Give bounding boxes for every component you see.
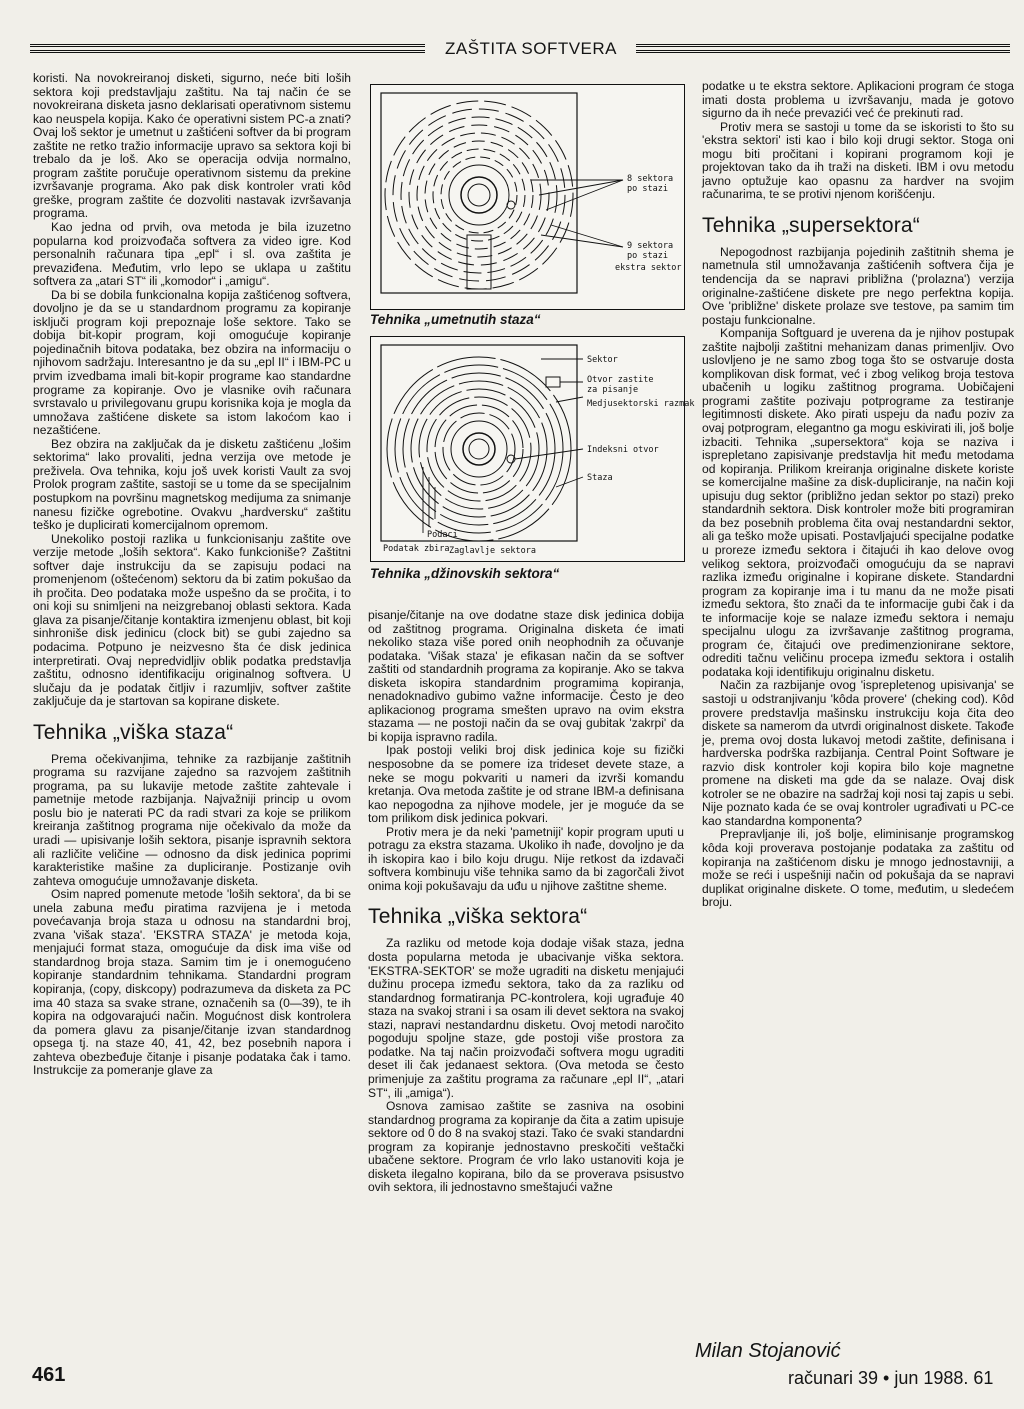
label-per-track: po stazi [627, 251, 668, 261]
paragraph: Kao jedna od prvih, ova metoda je bila izuzetno popularna kod proizvođača softvera za video igre. Kod personalnih računara tipa „epl“ i sl. ova zaštita je prevaziđena. Međutim, vrlo lepo se uklapa u zaštitu softvera za „atari ST“ ili „komodor“ i „amigu“. [33, 220, 351, 289]
label-sector: Sektor [587, 355, 618, 365]
paragraph: Osnova zamisao zaštite se zasniva na osobini standardnog programa za kopiranje da čita a zatim upisuje sektore od 0 do 8 na svakoj stazi. Tako će svaki standardni program za kopiranje jednostavno preskočiti veštački ubačene sektore. Program će vrlo lako ustanoviti koja je disketa ilegalno kopirana, bilo da se proverava psisustvo ovih sektora, ili jednostavno smeštajući važne [368, 1099, 684, 1195]
column-right [702, 80, 1014, 910]
paragraph: Protiv mera je da neki 'pametniji' kopir program uputi u potragu za ekstra stazama. Ukoliko ih nađe, dovoljno je da ih iskopira kao i bilo koju drugu. Nije retkost da izdavači softvera kombinuju više tehnika samo da bi zagorčali život onima koji pokušavaju da uđu u njihove zaštitne sheme. [368, 824, 684, 893]
figure-caption: Tehnika „džinovskih sektora“ [370, 566, 560, 581]
hub-ring [463, 433, 495, 465]
paragraph: Protiv mera se sastoji u tome da se iskoristi to što su 'ekstra sektori' isti kao i bilo koji drugi sektor. Stoga oni mogu biti pročitani i kopirani programom koji je projektovan tako da ih traži na disketi. IBM i ovu metodu javno optužuje kao opasnu za hardver na svojim računarima, te se protivi njenom korišćenju. [702, 119, 1014, 202]
label-checksum: Podatak zbira [383, 544, 450, 554]
column-left [33, 72, 351, 1078]
section-heading: Tehnika „supersektora“ [702, 213, 920, 237]
paragraph: Način za razbijanje ovog 'isprepletenog upisivanja' se sastoji u odstranjivanju 'kôda provere' (cheking cod). Kôd provere predstavlja mašinsku instrukciju koja čita deo diskete sa namerom da utvrdi originalnost diskete. Takođe je, prema ovoj dosta lukavoj metodi zaštite, definisana i hardverska podrška razbijanja. Central Point Software je razvio disk kontroler koji kopira bilo koje magnetne promene na disketi ma gde da se nalaze. Ovaj disk kotroler se ne obazire na sadržaj koji nosi taj zapis u sebi. Nije poznato kada će se ovaj kontroler ugrađivati u PC-ce kao standardna komponenta? [702, 678, 1014, 828]
diagram-giant-sectors [371, 337, 695, 560]
diagram-disk-tracks [371, 85, 683, 308]
page-number: 461 [32, 1364, 66, 1386]
label-intersector-gap: Medjusektorski razmak [587, 399, 695, 409]
paragraph: Da bi se dobila funkcionalna kopija zaštićenog softvera, dovoljno je da se u standardnom programu za kopiranje isključi program koji prepoznaje loše sektore. Tako se dobija bit-kopir program, koji omogućuje kopiranje pojedinačnih bitova podataka, bez obzira na informaciju o njihovom sadržaju. Interesantno je da su „epl II“ i IBM-PC u prvim izvedbama imali bit-kopir programe kao standardne programe za kopiranje. Ovo je vlasnike ovih računara svrstavalo u privilegovanu grupu korisnika koja je mogla da umnožava zaštićene diskete sa istom lakoćom kao i nezaštićene. [33, 287, 351, 438]
label-sector-header: Zaglavlje sektora [449, 546, 536, 556]
paragraph: Za razliku od metode koja dodaje višak staza, jedna dosta popularna metoda je ubacivanje viška sektora. 'EKSTRA-SEKTOR' se može ugraditi na disketu menjajući dužinu procepa između sektora, tako da za razliku od standardnog formatiranja PC-kontrolera, koji ugrađuje 40 staza na svakoj strani i sa osam ili devet sektora na svakoj stazi, napravi nestandardnu disketu. Ovoj metodi naročito pogoduju spoljne staze, gde postoji više prostora za podatke. Na taj način proizvođači softvera mogu ugraditi deset ili čak jedanaest sektora. (Ova metoda se često primenjuje za zaštitu programa za računare „epl II“, „atari ST“, ili „amiga“). [368, 936, 684, 1100]
hub-ring [461, 177, 497, 213]
write-protect-notch [546, 377, 560, 387]
figure-giant-sectors [370, 336, 695, 562]
paragraph: Nepogodnost razbijanja pojedinih zaštitnih shema je nametnula stil umnožavanja zaštićenih softvera čija je tendencija da se napravi približna ('prolazna') verzija originalne-zaštićene diskete pre nego perfektna kopija. Ove 'približne' diskete prolaze sve testove, pa samim tim postaju funkcionalne. [702, 244, 1014, 327]
author-byline: Milan Stojanović [695, 1340, 841, 1362]
paragraph: pisanje/čitanje na ove dodatne staze disk jedinica dobija od zaštitnog programa. Originalna disketa će imati nekoliko staza više pored onih neophodnih za očuvanje podataka. 'Višak staza' je efikasan način da se softver zaštiti od standardnih programa za kopiranje. Ako se takva disketa iskopira standardnim programima kopiranja, nenadoknadivo gubimo važne informacije. Često je deo aplikacionog programa smešten upravo na ovim ekstra stazama — ne postoji način da se ovaj gubitak 'zakrpi' da bi kopija ispravno radila. [368, 608, 684, 744]
section-heading: Tehnika „viška staza“ [33, 720, 234, 744]
label-per-track: po stazi [627, 184, 668, 194]
label-data: Podaci [427, 530, 458, 540]
header-rule-right [636, 44, 1010, 53]
paragraph: koristi. Na novokreiranoj disketi, sigurno, neće biti loših sektora koji predstavljaju zaštitu. Na taj način će se novokreirana disketa jasno deklarisati operativnom sistemu kao neuspela kopija. Kako će operativni sistem PC-a znati? Ovaj loš sektor je umetnut u zaštićeni softver da bi program zaštite ne retko tražio informacije upravo sa sektora koji bi trebalo da je loš. Ako se operacija odvija normalno, program zaštite poručuje operativnom sistemu da prekine izvršavanje programa. Ako pak disk kontroler vrati kôd greške, program zaštite će dozvoliti nastavak izvršavanja programa. [33, 71, 351, 221]
section-header [30, 38, 1010, 60]
paragraph: Osim napred pomenute metode 'loših sektora', da bi se unela zabuna među piratima razvijena je i metoda povećavanja broja staza u odnosu na standardni broj, zvana 'višak staza'. 'EKSTRA STAZA' je metoda koja, menjajući format staza, omogućuje da disk ima više od standardnog broja staza. Samim tim je i onemogućeno kopiranje standardnim tehnikama. Standardni program kopiranja, (copy, diskcopy) podrazumeva da disketa za PC ima 40 staza sa svake strane, označenih sa (0—39), te ih kopira na odgovarajući način. Mogućnost disk kontrolera da pomera glavu za pisanje/čitanje izvan standardnog opsega tj. na staze 40, 41, 42, bez posebnih napora i zahteva obezbeđuje čitanje i pisanje podataka čak i tamo. Instrukcije za pomeranje glave za [33, 887, 351, 1078]
paragraph: Bez obzira na zaključak da je disketu zaštićenu „lošim sektorima“ lako provaliti, jedna verzija ove metode je preživela. Ova tehnika, koju još uvek koristi Vault za svoj Prolok program zaštite, sastoji se u tome da se specijalnim postupkom na površinu magnetskog medijuma za snimanje nanesu fizičke ogrebotine. Ovakvu „hardversku“ zaštitu teško je duplicirati komercijalnom opremom. [33, 436, 351, 533]
page-footer: računari 39 • jun 1988. 61 [788, 1368, 994, 1388]
section-title: ZAŠTITA SOFTVERA [444, 39, 618, 58]
paragraph: podatke u te ekstra sektore. Aplikacioni program će stoga imati dosta problema u izvršavanju, mada je gotovo sigurno da ih neće prevazići već će prekinuti rad. [702, 79, 1014, 121]
paragraph: Prepravljanje ili, još bolje, eliminisanje programskog kôda koji proverava postojanje podataka za zaštitu od kopiranja na zaštićenom disku je mnogo jednostavniji, a može se reći i uspešniji način od pokušaja da se napravi duplikat originalne diskete. O tome, međutim, u sledećem broju. [702, 827, 1014, 910]
figure-caption: Tehnika „umetnutih staza“ [370, 312, 541, 327]
header-rule-left [30, 44, 425, 53]
paragraph: Kompanija Softguard je uverena da je njihov postupak zaštite najbolji zaštitni mehanizam danas primenljiv. Ovo uslovljeno je ne samo zbog toga što se ostvaruje dosta komplikovan disk format, već i zbog velikog broja testova ubačenih u logiku zaštitnog programa. Uobičajeni programi zaštite pozivaju potprograme za testiranje legitimnosti diskete. Ako pirati uspeju da nađu poziv za ovaj potprogram, elegantno ga mogu eskivirati ili, još bolje izbaciti. Tehnika „supersektora“ koja se naziva i isprepletano zapisivanje predstavlja hit među metodama od kopiranja. Prilikom kreiranja originalne diskete koriste se komercijalne mašine za disk-dupliciranje, na način koji upisuju dug sektor (približno jedan sektor po stazi) preko standardnih sektora. Disk kontroler može biti programiran da bez posebnih problema čita ovaj nestandardni sektor, ali ga teško može upisati. Postavljajući specijalne podatke u proreze između sektora i čitajući ih kao delove ovog velikog sektora, proizvođači omogućuju da se napravi razlika između originalne i kopirane diskete. Standardni program za kopiranje ima i tu manu da ne može pisati između sektora, što znači da te informacije gubi čak i da te informacije koje se nalaze između sektora i nemaju specijalnu ulogu za izvršavanje zaštitnog programa, program će, čitajući ove predimenzionirane sektore, odrediti tačnu veličinu procepa između sektora i ostalih podataka koji identifikuju originalnu disketu. [702, 326, 1014, 679]
label-write-protect: Otvor zastite [587, 375, 654, 385]
section-heading: Tehnika „viška sektora“ [368, 905, 588, 929]
label-index-hole: Indeksni otvor [587, 445, 659, 455]
label-extra-sector: ekstra sektor [615, 263, 682, 273]
paragraph: Unekoliko postoji razlika u funkcionisanju zaštite ove verzije metode „loših sektora“. Kako funkcioniše? Zaštitni softver daje instrukciju da se zapisuju podaci na promenjenom (oštećenom) sektoru da bi zatim pokušao da ih pročita. Deo podataka može uspešno da se pročita, i to oni koji su snimljeni na neizgrebanoj oblasti sektora. Kada glava za pisanje/čitanje kontaktira izmenjenu oblast, bit koji sinhroniše disk jedinicu (clock bit) se gubi zajedno sa podacima. Potpuno je neizvesno šta će disk jedinica interpretirati. Ovaj nepredvidljiv oblik podatka predstavlja zaštitu, odnosno identifikaciju originalnog softvera. U slučaju da je podatak čitljiv i razumljiv, softver zaštite zaključuje da je startovan sa kopirane diskete. [33, 531, 351, 709]
paragraph: Prema očekivanjima, tehnike za razbijanje zaštitnih programa su razvijane zajedno sa razvojem zaštitnih programa, pa su lukavije metode zaštite zahtevale i pametnije metode razbijanja. Najvažniji princip u ovom poslu bio je naterati PC da radi stvari za koje se prilikom kreiranja zaštitnog programa nije očekivalo da može da uradi — upisivanje loših sektora, pisanje ispravnih sektora ali različite veličine — odnosno da disk jedinica poprimi karakteristike mašine za dupliciranje. Postizanje ovih zahteva omogućuje umnožavanje disketa. [33, 751, 351, 888]
label-8-sectors: 8 sektora [627, 174, 674, 184]
paragraph: Ipak postoji veliki broj disk jedinica koje su fizički nesposobne da se pomere iza trideset devete staze, a neke se mogu pokvariti u nameri da izvrši komandu kretanja. Ova metoda zaštite je od strane IBM-a definisana kao nepogodna za njihove modele, jer je moguće da se tom prilikom disk jedinica pokvari. [368, 743, 684, 826]
figure-inserted-tracks [370, 84, 685, 310]
label-9-sectors: 9 sektora [627, 241, 674, 251]
label-track: Staza [587, 473, 613, 483]
index-hole [507, 201, 515, 209]
column-middle [368, 609, 684, 1195]
label-write-protect-2: za pisanje [587, 385, 639, 395]
